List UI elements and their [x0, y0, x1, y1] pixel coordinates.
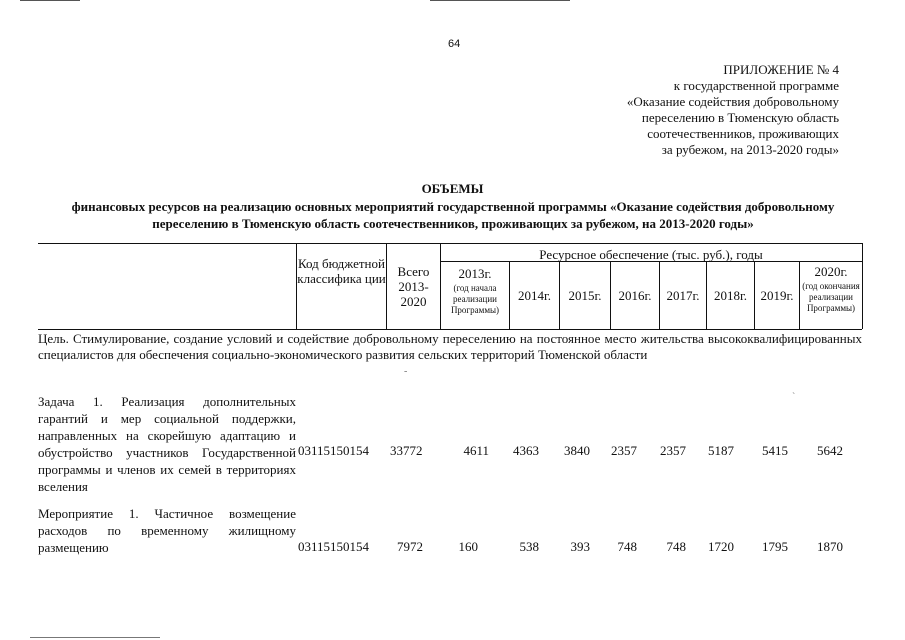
row-value-2019: 5415 — [762, 443, 788, 458]
header-code: Код бюджетной классифика ции — [297, 256, 386, 286]
appendix-line: «Оказание содействия добровольному — [626, 94, 839, 109]
row-value-2018: 1720 — [708, 539, 734, 554]
event-1-name: Мероприятие 1. Частичное возмещение расходов по временному жилищному размещению — [38, 506, 296, 555]
header-year-2013: 2013г. — [458, 266, 492, 281]
header-year-2014: 2014г. — [517, 288, 552, 303]
row-total: 7972 — [397, 539, 423, 554]
appendix-line: соотечественников, проживающих — [647, 126, 839, 141]
goal-text: Цель. Стимулирование, создание условий и содействие добровольному переселению на постоянное место жительства высококвалифицированных специалистов для обеспечения социально-экономического развития сельских территорий Тюменской области — [38, 331, 862, 362]
row-code: 03115150154 — [298, 443, 370, 458]
top-scan-edge — [0, 0, 905, 3]
bottom-scan-edge — [30, 637, 160, 638]
row-value-2014: 538 — [519, 539, 539, 554]
row-value-2016: 2357 — [611, 443, 637, 458]
row-value-2020: 5642 — [817, 443, 843, 458]
header-year-2020-note: (год окончания реализации Программы) — [802, 281, 860, 313]
header-resources: Ресурсное обеспечение (тыс. руб.), годы — [539, 247, 763, 262]
appendix-line: переселению в Тюменскую область — [641, 110, 839, 125]
row-value-2017: 2357 — [660, 443, 686, 458]
row-value-2016: 748 — [617, 539, 637, 554]
row-value-2017: 748 — [666, 539, 686, 554]
header-year-2018: 2018г. — [713, 288, 748, 303]
row-value-2015: 3840 — [564, 443, 590, 458]
row-value-2018: 5187 — [708, 443, 734, 458]
row-total: 33772 — [390, 443, 423, 458]
header-year-2019: 2019г. — [760, 288, 794, 303]
header-year-2017: 2017г. — [666, 288, 700, 303]
header-year-2013-note: (год начала реализации Программы) — [450, 283, 500, 315]
row-value-2015: 393 — [570, 539, 590, 554]
row-value-2019: 1795 — [762, 539, 788, 554]
scan-speck: ` — [792, 392, 796, 403]
appendix-line: к государственной программе — [673, 78, 839, 93]
scan-speck: - — [404, 366, 408, 377]
page-number: 64 — [448, 38, 461, 50]
document-title: ОБЪЕМЫ — [421, 181, 484, 196]
header-year-2020: 2020г. — [814, 264, 848, 279]
task-1-name: Задача 1. Реализация дополнительных гарантий и мер социальной поддержки, направленных на скорейшую адаптацию и обустройство участников Государственной программы и членов их семей в территориях вселения — [38, 394, 296, 494]
row-code: 03115150154 — [298, 539, 370, 554]
header-year-2015: 2015г. — [568, 288, 602, 303]
row-value-2020: 1870 — [817, 539, 843, 554]
appendix-block — [627, 62, 839, 158]
row-value-2013: 160 — [458, 539, 478, 554]
header-year-2016: 2016г. — [618, 288, 652, 303]
appendix-line: ПРИЛОЖЕНИЕ № 4 — [723, 62, 839, 77]
header-total: Всего 2013-2020 — [397, 264, 430, 309]
row-value-2014: 4363 — [513, 443, 539, 458]
document-subtitle: финансовых ресурсов на реализацию основных мероприятий государственной программы «Оказание содействия добровольному переселению в Тюменскую область соотечественников, проживающих за рубежом, на 2013-2020 годы» — [71, 199, 835, 231]
appendix-line: за рубежом, на 2013-2020 годы» — [661, 142, 839, 157]
row-value-2013: 4611 — [463, 443, 489, 458]
